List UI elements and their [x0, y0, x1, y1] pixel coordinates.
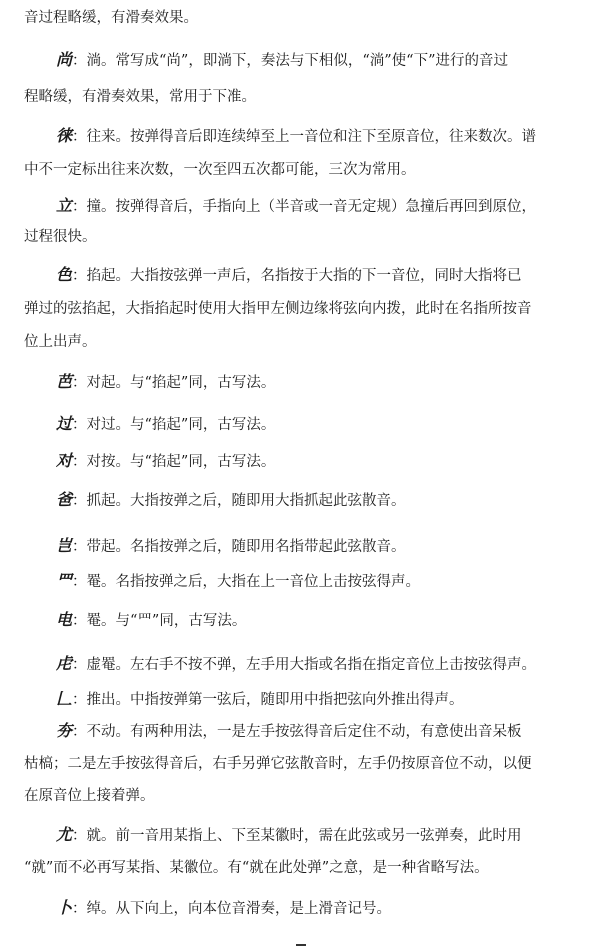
term-line: 爸：抓起。大指按弹之后，随即用大指抓起此弦散音。 [56, 490, 406, 509]
notation-symbol: 卜 [56, 898, 73, 917]
text-line: 音过程略缓，有滑奏效果。 [24, 10, 198, 26]
term-line: 尚：淌。常写成“尚”，即淌下，奏法与下相似，“淌”使“下”进行的音过 [56, 50, 508, 69]
notation-symbol: 夯 [56, 721, 73, 740]
notation-symbol: 立 [56, 196, 73, 215]
term-line: 立：撞。按弹得音后，手指向上（半音或一音无定规）急撞后再回到原位， [56, 196, 537, 215]
notation-symbol: 爸 [56, 490, 73, 509]
notation-symbol: 色 [56, 265, 73, 284]
text-line: “就”而不必再写某指、某徽位。有“就在此处弹”之意，是一种省略写法。 [24, 860, 489, 876]
term-line: 卜：绰。从下向上，向本位音滑奏，是上滑音记号。 [56, 898, 392, 917]
term-line: 𠃊：推出。中指按弹第一弦后，随即用中指把弦向外推出得声。 [56, 689, 464, 708]
page-mark [296, 944, 306, 946]
text-line: 中不一定标出往来次数，一次至四五次都可能，三次为常用。 [24, 162, 416, 178]
term-line: 岂：带起。名指按弹之后，随即用名指带起此弦散音。 [56, 536, 406, 555]
text-line: 在原音位上接着弹。 [24, 788, 155, 804]
term-line: 尤：就。前一音用某指上、下至某徽时，需在此弦或另一弦弹奏，此时用 [56, 825, 522, 844]
text-line: 程略缓，有滑奏效果，常用于下准。 [24, 89, 256, 105]
term-line: 色：掐起。大指按弦弹一声后，名指按于大指的下一音位，同时大指将已 [56, 265, 522, 284]
notation-symbol: 虍 [56, 654, 73, 673]
term-line: 虍：虚罨。左右手不按不弹，左手用大指或名指在指定音位上击按弦得声。 [56, 654, 537, 673]
notation-symbol: 罒 [56, 571, 73, 590]
term-line: 芭：对起。与“掐起”同，古写法。 [56, 372, 276, 391]
notation-symbol: 对 [56, 451, 73, 470]
notation-symbol: 徕 [56, 126, 73, 145]
term-line: 徕：往来。按弹得音后即连续绰至上一音位和注下至原音位，往来数次。谱 [56, 126, 537, 145]
notation-symbol: 𠃊 [56, 689, 73, 708]
notation-symbol: 电 [56, 610, 73, 629]
notation-symbol: 芭 [56, 372, 73, 391]
text-line: 位上出声。 [24, 334, 97, 350]
notation-symbol: 尚 [56, 50, 73, 69]
notation-symbol: 尤 [56, 825, 73, 844]
notation-symbol: 岂 [56, 536, 73, 555]
text-line: 弹过的弦掐起，大指掐起时使用大指甲左侧边缘将弦向内拨，此时在名指所按音 [24, 301, 532, 317]
term-line: 夯：不动。有两种用法，一是左手按弦得音后定住不动，有意使出音呆板 [56, 721, 522, 740]
term-line: 罒：罨。名指按弹之后，大指在上一音位上击按弦得声。 [56, 571, 421, 590]
text-line: 枯槁；二是左手按弦得音后，右手另弹它弦散音时，左手仍按原音位不动，以便 [24, 756, 532, 772]
notation-symbol: 过 [56, 414, 73, 433]
term-line: 对：对按。与“掐起”同，古写法。 [56, 451, 276, 470]
term-line: 过：对过。与“掐起”同，古写法。 [56, 414, 276, 433]
term-line: 电：罨。与“罒”同，古写法。 [56, 610, 247, 629]
text-line: 过程很快。 [24, 229, 97, 245]
